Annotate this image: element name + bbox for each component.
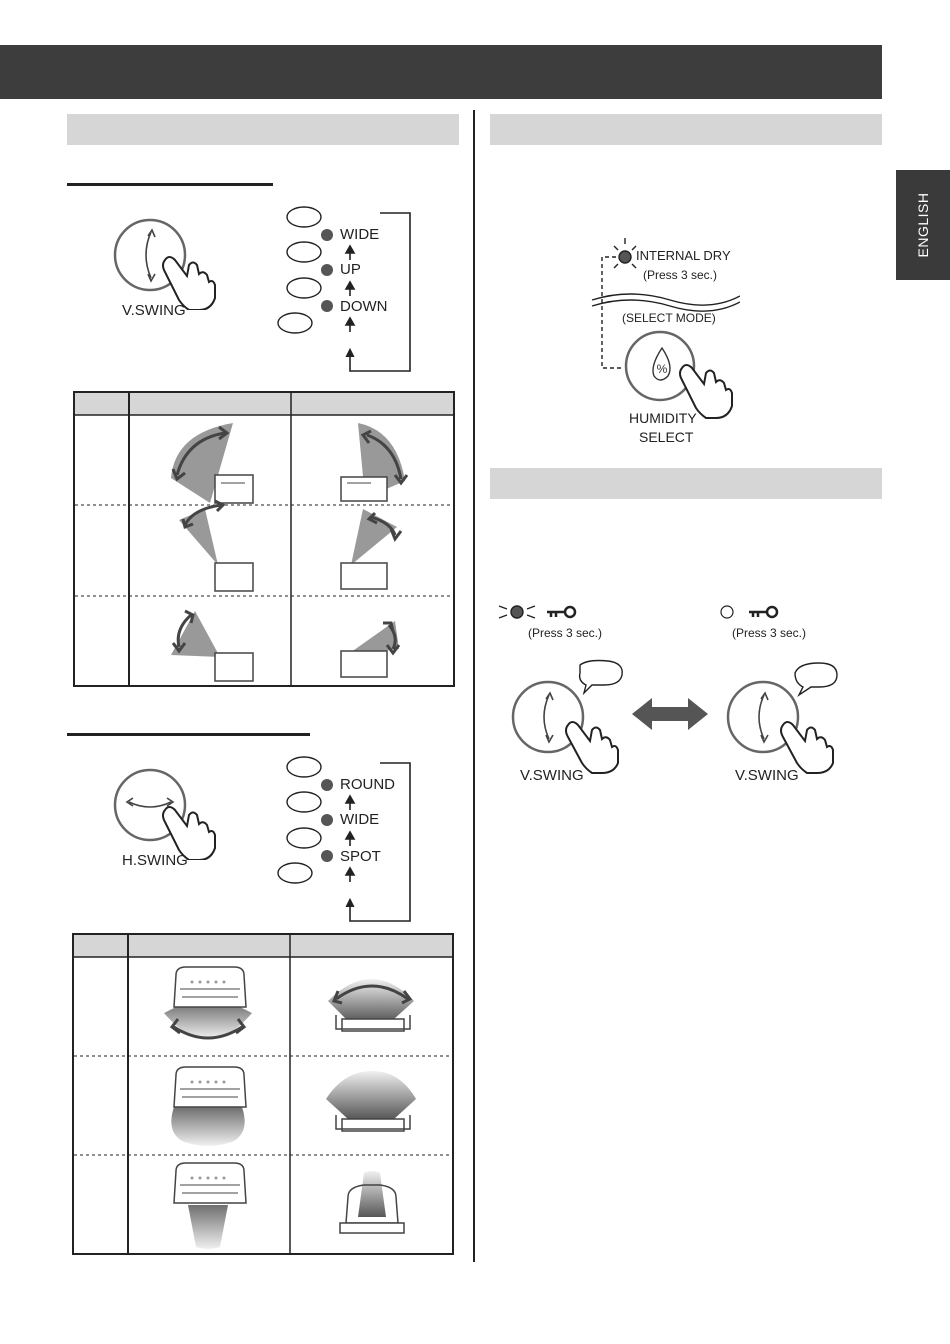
child-lock-right-press-note: (Press 3 sec.) <box>732 626 807 640</box>
h-mode-wide: WIDE <box>340 811 380 828</box>
child-lock-left-press-note: (Press 3 sec.) <box>528 626 603 640</box>
v-wide-left-figure <box>171 423 253 503</box>
speech-bubble-icon <box>278 757 321 883</box>
v-swing-label: V.SWING <box>122 302 186 319</box>
child-lock-v-swing-label-right: V.SWING <box>735 767 799 784</box>
speech-bubble-icon <box>278 207 321 333</box>
v-mode-down: DOWN <box>340 298 388 315</box>
internal-dry-press-note: (Press 3 sec.) <box>643 268 718 282</box>
language-tab-label: ENGLISH <box>915 192 931 258</box>
v-mode-wide: WIDE <box>340 226 380 243</box>
v-swing-button[interactable] <box>105 210 225 310</box>
v-up-right-figure <box>341 509 401 589</box>
section-bar-child-lock <box>490 468 882 499</box>
h-round-right-figure <box>328 979 414 1031</box>
column-divider <box>473 110 475 1262</box>
v-mode-up: UP <box>340 261 361 278</box>
child-lock-v-swing-button-left[interactable] <box>500 655 630 775</box>
humidity-select-label-line1: HUMIDITY <box>629 410 697 426</box>
internal-dry-label: INTERNAL DRY <box>636 248 731 263</box>
double-arrow-icon <box>630 694 710 734</box>
hand-pointer-icon <box>566 722 618 773</box>
h-wide-left-figure <box>171 1067 246 1146</box>
h-mode-round: ROUND <box>340 776 395 793</box>
speech-bubble-icon <box>795 663 837 695</box>
child-lock-off-indicator <box>718 598 788 626</box>
h-round-left-figure <box>164 967 252 1039</box>
subheading-rule-vertical <box>67 183 273 186</box>
h-swing-table <box>72 933 454 1255</box>
child-lock-v-swing-label-left: V.SWING <box>520 767 584 784</box>
v-swing-table <box>73 391 455 687</box>
blinking-led-icon <box>614 238 636 268</box>
select-mode-note: (SELECT MODE) <box>622 311 716 325</box>
hand-pointer-icon <box>781 722 833 773</box>
page-header-bar <box>0 45 882 99</box>
child-lock-on-indicator <box>495 598 590 626</box>
h-wide-right-figure <box>326 1071 416 1131</box>
h-spot-right-figure <box>340 1171 404 1233</box>
section-bar-internal-dry <box>490 114 882 145</box>
child-lock-v-swing-button-right[interactable] <box>715 655 845 775</box>
section-bar-airflow <box>67 114 459 145</box>
v-up-left-figure <box>179 501 253 591</box>
language-tab <box>896 170 950 280</box>
key-icon <box>547 607 575 617</box>
speech-bubble-icon <box>580 661 623 694</box>
v-down-right-figure <box>341 621 399 677</box>
svg-text:%: % <box>656 362 668 376</box>
v-wide-right-figure <box>341 423 407 501</box>
subheading-rule-horizontal <box>67 733 310 736</box>
h-mode-spot: SPOT <box>340 848 381 865</box>
h-swing-button[interactable] <box>105 760 225 860</box>
v-down-left-figure <box>171 611 253 681</box>
key-icon <box>749 607 777 617</box>
h-swing-label: H.SWING <box>122 852 188 869</box>
h-spot-left-figure <box>174 1163 246 1249</box>
humidity-select-label-line2: SELECT <box>639 429 694 445</box>
